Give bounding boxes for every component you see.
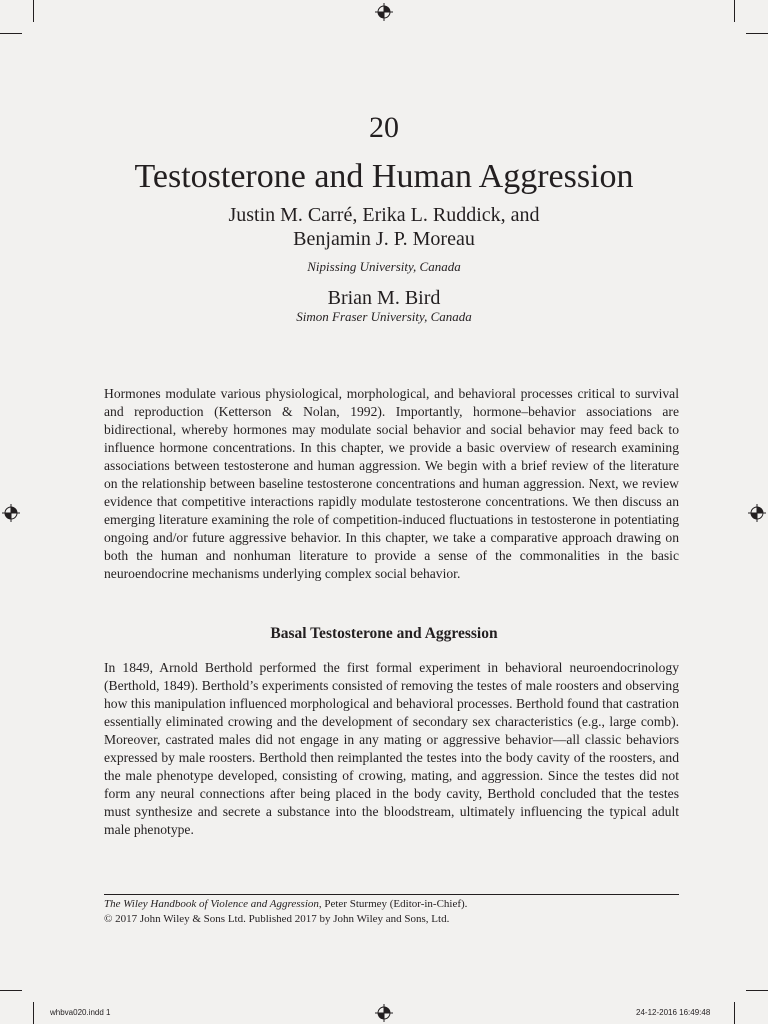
registration-mark-icon	[2, 504, 20, 522]
slug-timestamp: 24-12-2016 16:49:48	[636, 1008, 711, 1017]
footnote-rule	[104, 894, 679, 895]
book-title: The Wiley Handbook of Violence and Aggression	[104, 898, 319, 910]
crop-mark-top-left-v	[33, 0, 34, 22]
section-body-paragraph: In 1849, Arnold Berthold performed the first formal experiment in behavioral neuroendocrinology (Berthold, 1849). Berthold’s experiments consisted of removing the testes of male roosters and observing how this manipulation influenced morphological and behavioral processes. Berthold found that castration essentially eliminated crowing and the development of secondary sex characteristics (e.g., large comb). Moreover, castrated males did not engage in any mating or aggressive behavior—all classic behaviors expressed by male roosters. Berthold then reimplanted the testes into the body cavity of the roosters, and the male phenotype developed, consisting of crowing, mating, and aggression. Since the testes did not form any neural connections after being placed in the body cavity, Berthold concluded that the testes must synthesize and secrete a substance into the bloodstream, ultimately influencing the typical adult male phenotype.	[104, 660, 679, 838]
book-editor: , Peter Sturmey (Editor-in-Chief).	[318, 898, 468, 910]
affiliation-1: Nipissing University, Canada	[307, 259, 461, 274]
slug-filename: whbva020.indd 1	[50, 1008, 111, 1017]
section-heading: Basal Testosterone and Aggression	[270, 625, 498, 642]
crop-mark-top-right-h	[746, 33, 768, 34]
crop-mark-bottom-right-v	[734, 1002, 735, 1024]
affiliation-2: Simon Fraser University, Canada	[296, 309, 472, 324]
copyright-line: © 2017 John Wiley & Sons Ltd. Published 2017 by John Wiley and Sons, Ltd.	[104, 913, 450, 925]
crop-mark-top-left-h	[0, 33, 22, 34]
crop-mark-bottom-right-h	[746, 990, 768, 991]
chapter-title: Testosterone and Human Aggression	[134, 158, 634, 195]
authors-line-2: Benjamin J. P. Moreau	[293, 228, 475, 250]
registration-mark-icon	[375, 3, 393, 21]
crop-mark-top-right-v	[734, 0, 735, 22]
book-citation	[104, 897, 679, 911]
registration-mark-icon	[748, 504, 766, 522]
chapter-number: 20	[369, 111, 399, 144]
authors	[0, 203, 768, 251]
authors-line-1: Justin M. Carré, Erika L. Ruddick, and	[228, 204, 540, 226]
author-2: Brian M. Bird	[327, 287, 441, 309]
crop-mark-bottom-left-h	[0, 990, 22, 991]
abstract-paragraph: Hormones modulate various physiological, morphological, and behavioral processes critical to survival and reproduction (Ketterson & Nolan, 1992). Importantly, hormone–behavior associations are bidirectional, whereby hormones may modulate social behavior and social behavior may feed back to influence hormone concentrations. In this chapter, we provide a basic overview of research examining associations between testosterone and human aggression. We begin with a brief review of the literature on the relationship between baseline testosterone concentrations and human aggression. Next, we review evidence that competitive interactions rapidly modulate testosterone concentrations. We then discuss an emerging literature examining the role of competition-induced fluctuations in testosterone in potentiating ongoing and/or future aggressive behavior. In this chapter, we take a comparative approach drawing on both the human and nonhuman literature to provide a sense of the commonalities in the basic neuroendocrine mechanisms underlying complex social behavior.	[104, 386, 679, 582]
registration-mark-icon	[375, 1004, 393, 1022]
crop-mark-bottom-left-v	[33, 1002, 34, 1024]
